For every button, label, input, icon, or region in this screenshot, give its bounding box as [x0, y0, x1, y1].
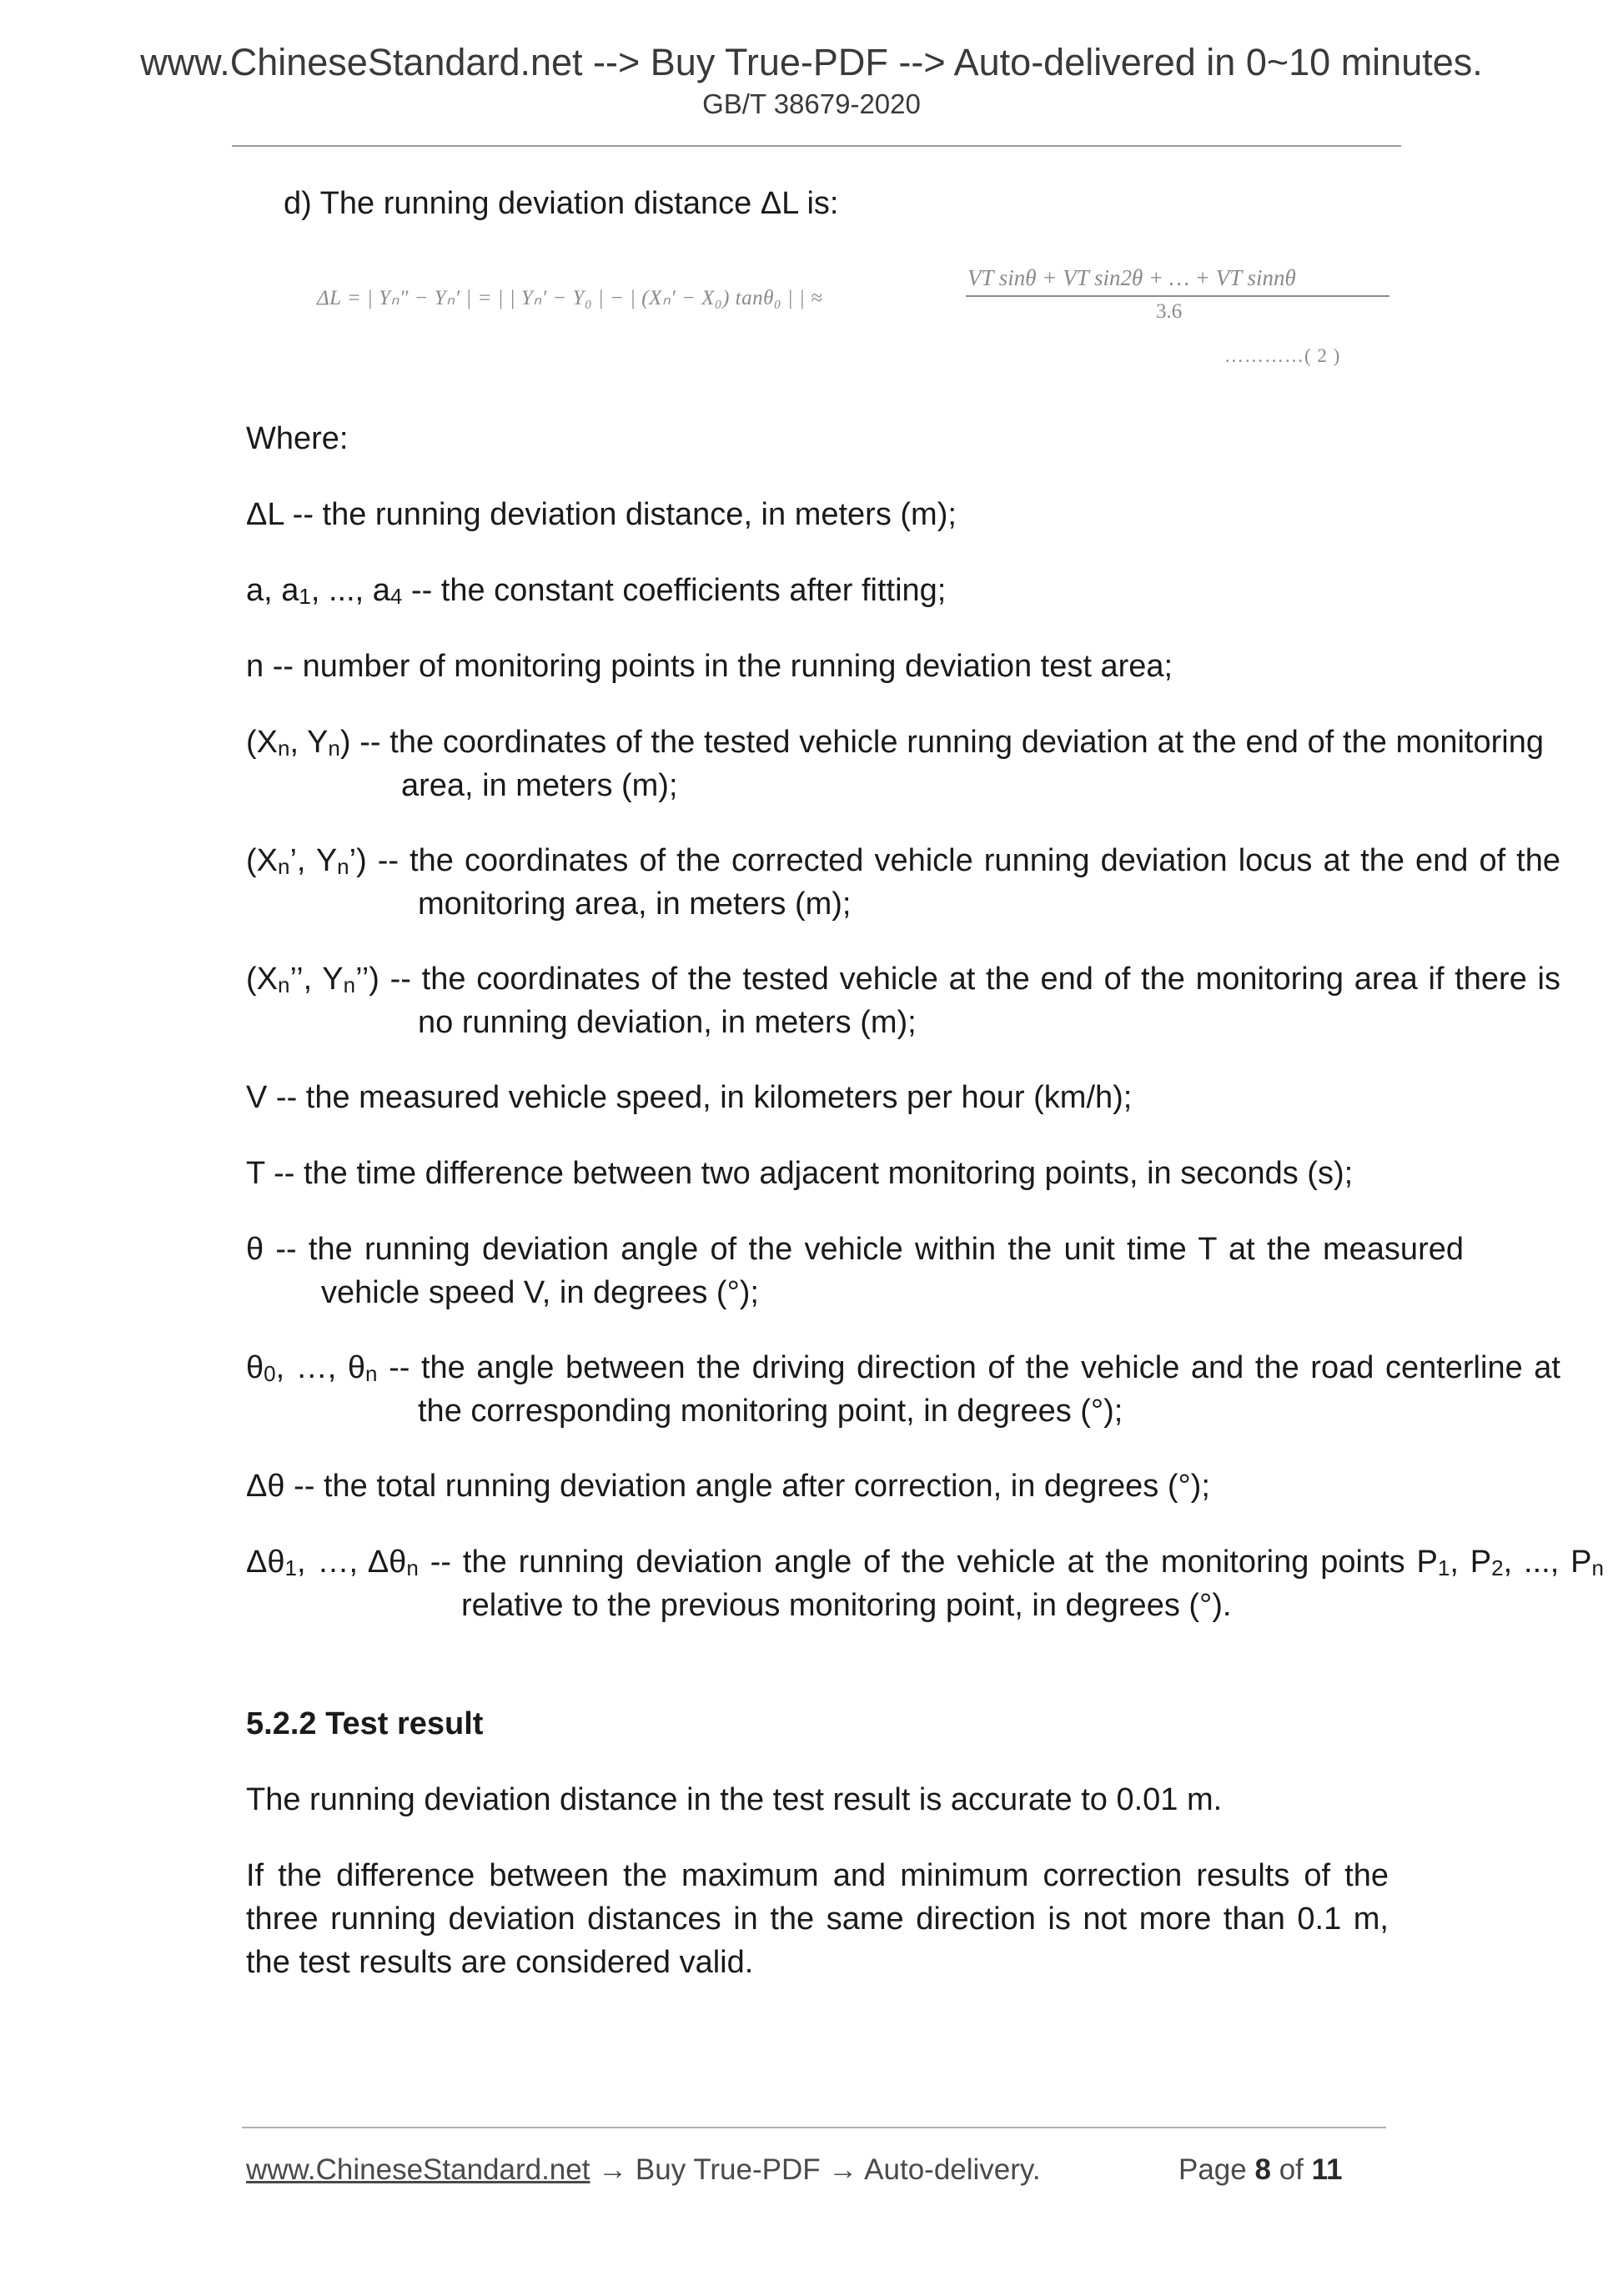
definition-coefficients: a, $a_1$, ..., $a_4$ -- the constant coefficients after fitting; — [246, 573, 947, 609]
definition-xn-prime: ($X_n$’, $Y_n$’) -- the coordinates of the corrected vehicle running deviation locus at the end of the monitoring area, in meters (m); — [246, 843, 1561, 922]
equation-number: …………( 2 ) — [1224, 345, 1341, 366]
definition-theta: θ -- the running deviation angle of the vehicle within the unit time T at the measured vehicle speed V, in degrees (°); — [246, 1232, 1464, 1310]
standard-number: GB/T 38679-2020 — [702, 88, 921, 119]
footer-promo-tail: → Buy True-PDF → Auto-delivery. — [590, 2153, 1041, 2186]
footer-promo — [246, 2153, 1041, 2187]
test-result-validity: If the difference between the maximum and minimum correction results of the three running deviation distances in the same direction is not more than 0.1 m, the test results are considered valid. — [246, 1858, 1389, 1980]
definition-delta-theta-1-n: $\Delta\theta_1$, …, $\Delta\theta_n$ -- the running deviation angle of the vehicle at the monitoring points $P_1$, $P_2$, ..., $P_n$ relative to the previous monitoring point, in degrees (°). — [246, 1545, 1604, 1623]
page-current: 8 — [1254, 2153, 1271, 2186]
definition-delta-l: ΔL -- the running deviation distance, in meters (m); — [246, 497, 957, 532]
header-divider — [232, 145, 1401, 147]
formula-2 — [317, 265, 1393, 374]
formula-fraction-bar — [966, 295, 1389, 297]
definition-n: n -- number of monitoring points in the running deviation test area; — [246, 649, 1173, 684]
definition-delta-theta: Δθ -- the total running deviation angle after correction, in degrees (°); — [246, 1469, 1210, 1504]
footer-website-link[interactable]: www.ChineseStandard.net — [246, 2153, 590, 2186]
definition-xn-double-prime: ($X_n$’’, $Y_n$’’) -- the coordinates of the tested vehicle at the end of the monitoring area if there is no running deviation, in meters (m); — [246, 962, 1560, 1040]
page-total: 11 — [1311, 2153, 1343, 2186]
footer-divider — [242, 2127, 1386, 2128]
definition-t: T -- the time difference between two adjacent monitoring points, in seconds (s); — [246, 1156, 1354, 1191]
definition-theta-0-n: $\theta_0$, …, $\theta_n$ -- the angle between the driving direction of the vehicle and the road centerline at the corresponding monitoring point, in degrees (°); — [246, 1350, 1560, 1429]
test-result-accuracy: The running deviation distance in the test result is accurate to 0.01 m. — [246, 1782, 1223, 1817]
formula-numerator: VT sinθ + VT sin2θ + … + VT sinnθ — [967, 265, 1296, 290]
section-heading: 5.2.2 Test result — [246, 1706, 484, 1741]
definition-v: V -- the measured vehicle speed, in kilometers per hour (km/h); — [246, 1080, 1133, 1115]
formula-lhs: ΔL = | Yₙ″ − Yₙ′ | = | | Yₙ′ − Y₀ | − | (Xₙ′ − X₀) tanθ₀ | | ≈ — [317, 287, 823, 309]
where-label: Where: — [246, 421, 349, 456]
page-indicator: Page 8 of 11 — [1178, 2153, 1343, 2186]
definition-xn-yn: ($X_n$, $Y_n$) -- the coordinates of the tested vehicle running deviation at the end of the monitoring area, in meters (m); — [246, 725, 1544, 803]
formula-denominator: 3.6 — [1156, 300, 1183, 323]
header-banner: www.ChineseStandard.net --> Buy True-PDF --> Auto-delivered in 0~10 minutes. — [140, 41, 1483, 83]
formula-intro: d) The running deviation distance ΔL is: — [284, 186, 839, 221]
